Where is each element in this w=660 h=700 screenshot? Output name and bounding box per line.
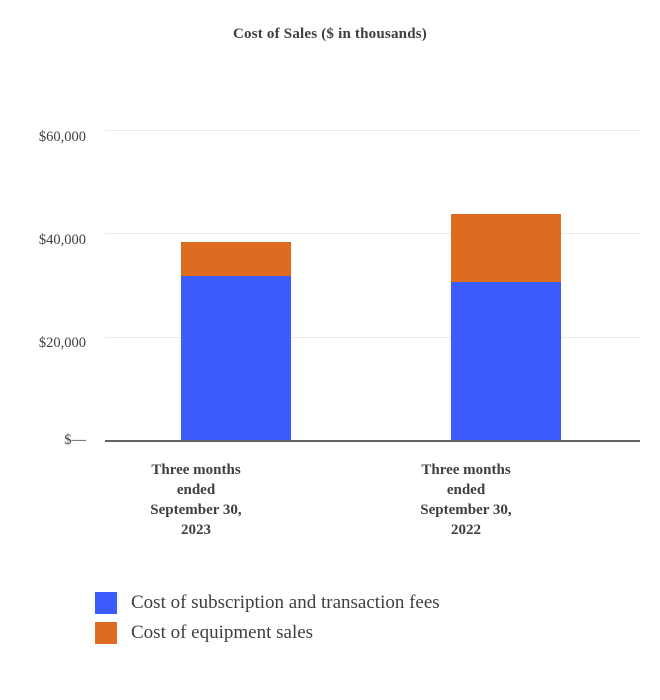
plot-area xyxy=(105,130,640,440)
category-line: Three months xyxy=(421,462,511,478)
category-line: ended xyxy=(446,482,486,498)
category-line: September 30, xyxy=(420,502,512,518)
y-axis-tick-label-60000: $60,000 xyxy=(38,129,86,145)
bar-segment-equipment-2023[interactable] xyxy=(181,242,291,276)
category-line: Three months xyxy=(151,462,241,478)
category-line: ended xyxy=(176,482,216,498)
chart-legend xyxy=(95,592,635,652)
legend-item-equipment[interactable] xyxy=(95,622,635,644)
legend-label-subscription: Cost of subscription and transaction fees xyxy=(131,592,440,613)
y-axis-tick-label-0: $— xyxy=(64,432,86,448)
bar-group-2023[interactable] xyxy=(181,242,291,440)
category-line: September 30, xyxy=(150,502,242,518)
category-line: 2023 xyxy=(181,522,211,538)
bar-segment-subscription-2022[interactable] xyxy=(451,282,561,440)
y-axis-tick-label-40000: $40,000 xyxy=(38,232,86,248)
legend-swatch-icon xyxy=(95,622,117,644)
chart-title: Cost of Sales ($ in thousands) xyxy=(233,26,427,42)
category-line: 2022 xyxy=(451,522,481,538)
x-axis-category-label-2023 xyxy=(111,460,281,540)
gridline-60000 xyxy=(105,130,640,131)
bar-segment-equipment-2022[interactable] xyxy=(451,214,561,283)
legend-swatch-icon xyxy=(95,592,117,614)
x-axis-line xyxy=(105,440,640,442)
y-axis-tick-label-20000: $20,000 xyxy=(38,335,86,351)
legend-label-equipment: Cost of equipment sales xyxy=(131,622,314,643)
bar-group-2022[interactable] xyxy=(451,214,561,440)
bar-segment-subscription-2023[interactable] xyxy=(181,276,291,440)
x-axis-category-label-2022 xyxy=(381,460,551,540)
legend-item-subscription[interactable] xyxy=(95,592,635,614)
